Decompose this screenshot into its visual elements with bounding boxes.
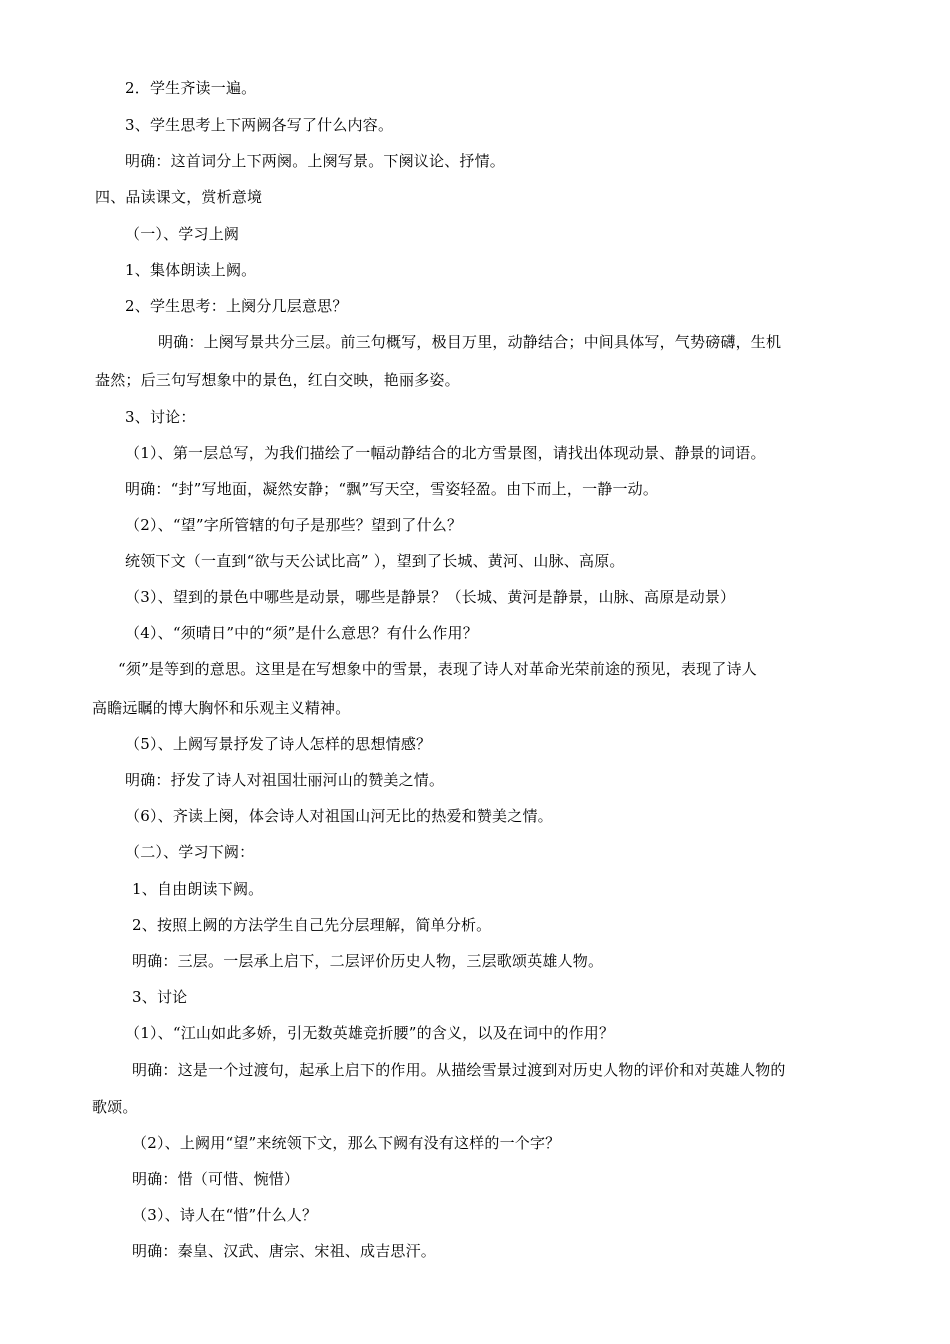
text-line: （2）、上阙用“望”来统领下文，那么下阙有没有这样的一个字？ <box>132 1134 561 1152</box>
text-line: （3）、望到的景色中哪些是动景，哪些是静景？（长城、黄河是静景，山脉、高原是动景） <box>125 588 736 606</box>
text-line: （4）、“须晴日”中的“须”是什么意思？有什么作用？ <box>125 624 478 642</box>
text-line: 明确：这是一个过渡句，起承上启下的作用。从描绘雪景过渡到对历史人物的评价和对英雄人物的 <box>132 1061 786 1079</box>
text-line: 明确：抒发了诗人对祖国壮丽河山的赞美之情。 <box>125 771 445 789</box>
text-line: 3、讨论： <box>125 408 196 426</box>
text-line: （5）、上阙写景抒发了诗人怎样的思想情感？ <box>125 735 432 753</box>
text-line: （6）、齐读上阕，体会诗人对祖国山河无比的热爱和赞美之情。 <box>125 807 553 825</box>
text-line: 3、讨论 <box>132 988 188 1006</box>
text-line: 2．学生齐读一遍。 <box>125 79 257 97</box>
section-heading: 四、品读课文，赏析意境 <box>95 188 263 206</box>
text-line: 明确：三层。一层承上启下，二层评价历史人物，三层歌颂英雄人物。 <box>132 952 604 970</box>
subsection-heading: （二）、学习下阙： <box>125 843 255 861</box>
text-line: 2、学生思考：上阕分几层意思？ <box>125 297 348 315</box>
text-line: 统领下文（一直到“欲与天公试比高” ），望到了长城、黄河、山脉、高原。 <box>125 552 625 570</box>
text-line: 明确：惜（可惜、惋惜） <box>132 1170 300 1188</box>
text-line: 1、集体朗读上阙。 <box>125 261 257 279</box>
text-line: 歌颂。 <box>92 1098 138 1116</box>
text-line: 明确：“封”写地面，凝然安静；“飘”写天空，雪姿轻盈。由下而上，一静一动。 <box>125 480 659 498</box>
subsection-heading: （一）、学习上阙 <box>125 225 240 243</box>
text-line: 1、自由朗读下阙。 <box>132 880 264 898</box>
text-line: 盎然；后三句写想象中的景色，红白交映，艳丽多姿。 <box>95 371 460 389</box>
text-line: （1）、第一层总写，为我们描绘了一幅动静结合的北方雪景图，请找出体现动景、静景的词语。 <box>125 444 766 462</box>
text-line: 明确：这首词分上下两阕。上阕写景。下阕议论、抒情。 <box>125 152 506 170</box>
text-line: （1）、“江山如此多娇，引无数英雄竞折腰”的含义，以及在词中的作用？ <box>125 1024 615 1042</box>
text-line: 3、学生思考上下两阙各写了什么内容。 <box>125 116 394 134</box>
text-line: “须”是等到的意思。这里是在写想象中的雪景，表现了诗人对革命光荣前途的预见，表现了诗人 <box>118 660 757 678</box>
text-line: 高瞻远瞩的博大胸怀和乐观主义精神。 <box>92 699 351 717</box>
text-line: （3）、诗人在“惜”什么人？ <box>132 1206 318 1224</box>
text-line: 2、按照上阙的方法学生自己先分层理解，简单分析。 <box>132 916 492 934</box>
text-line: 明确：上阕写景共分三层。前三句概写，极目万里，动静结合；中间具体写，气势磅礴，生机 <box>158 333 782 351</box>
text-line: 明确：秦皇、汉武、唐宗、宋祖、成吉思汗。 <box>132 1242 437 1260</box>
text-line: （2）、“望”字所管辖的句子是那些？望到了什么？ <box>125 516 463 534</box>
